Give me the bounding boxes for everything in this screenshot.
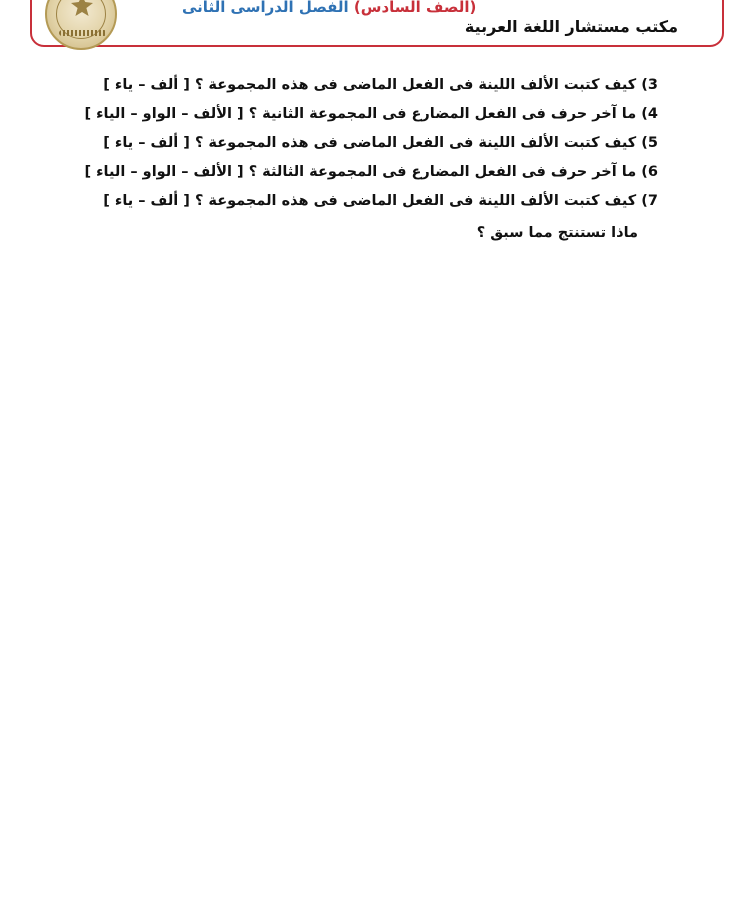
header-grade: (الصف السادس) (353, 0, 477, 16)
question-text: ما آخر حرف فى الفعل المضارع فى المجموعة الثانية ؟ [ الألف – الواو – الياء ] (84, 106, 637, 122)
question-item (84, 158, 658, 187)
question-item (98, 71, 658, 100)
conclusion-question: ماذا تستنتج مما سبق ؟ (476, 225, 638, 241)
question-number: 7) (641, 193, 658, 209)
question-text: كيف كتبت الألف اللينة فى الفعل الماضى فى هذه المجموعة ؟ [ ألف – ياء ] (103, 135, 637, 151)
seal-ring-text (59, 30, 107, 36)
question-number: 5) (641, 135, 658, 151)
question-number: 6) (641, 164, 658, 180)
question-number: 3) (641, 77, 658, 93)
question-item (98, 187, 658, 216)
header-office: مكتب مستشار اللغة العربية (464, 17, 678, 36)
header-title (182, 0, 476, 16)
question-number: 4) (641, 106, 658, 122)
questions-list (84, 71, 658, 216)
question-text: ما آخر حرف فى الفعل المضارع فى المجموعة الثالثة ؟ [ الألف – الواو – الياء ] (84, 164, 637, 180)
question-text: كيف كتبت الألف اللينة فى الفعل الماضى فى هذه المجموعة ؟ [ ألف – ياء ] (103, 77, 637, 93)
question-item (84, 100, 658, 129)
question-text: كيف كتبت الألف اللينة فى الفعل الماضى فى هذه المجموعة ؟ [ ألف – ياء ] (103, 193, 637, 209)
question-item (98, 129, 658, 158)
header-term: الفصل الدراسى الثانى (182, 0, 349, 16)
